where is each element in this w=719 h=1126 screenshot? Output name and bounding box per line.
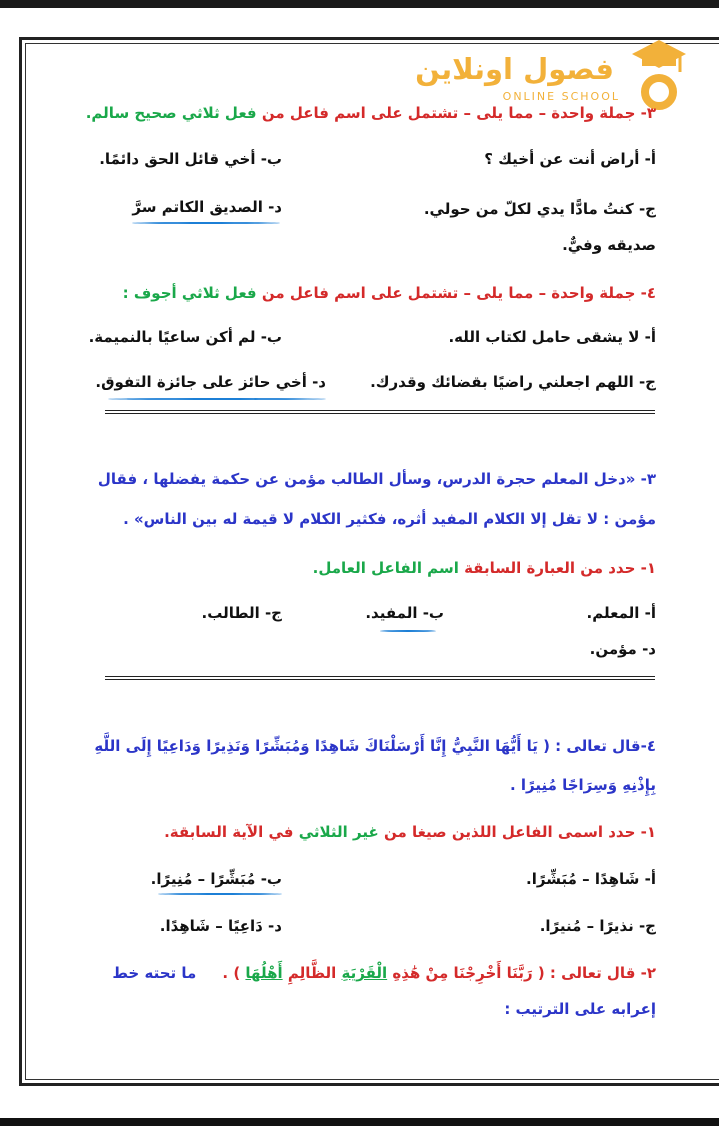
bottom-dark-bar — [0, 1118, 719, 1126]
q4-option-a: أ- لا يشقى حامل لكتاب الله. — [448, 328, 656, 346]
p1-option-a: أ- المعلم. — [586, 604, 656, 622]
q3-heading: ٣- جملة واحدة – مما يلى – تشتمل على اسم فاعل من فعل ثلاثي صحيح سالم. — [85, 104, 656, 122]
v1-option-d: د- دَاعِيًا – شَاهِدًا. — [159, 917, 282, 935]
top-dark-bar — [0, 0, 719, 8]
site-logo — [415, 30, 702, 110]
p1-option-d: د- مؤمن. — [589, 640, 656, 658]
answer-underline — [132, 222, 280, 224]
q3-option-c-continuation: صديقه وفيٌّ. — [562, 236, 656, 254]
v2-prompt: ٢- قال تعالى : ( رَبَّنَا أَخْرِجْنَا مِنْ هَٰذِهِ الْقَرْيَةِ الظَّالِمِ أَهْلُهَا ) . ما تحته خط — [112, 964, 656, 982]
v1-option-b: ب- مُبَشِّرًا – مُنِيرًا. — [150, 870, 282, 888]
graduation-cap-icon — [628, 32, 690, 112]
v1-option-a: أ- شَاهِدًا – مُبَشِّرًا. — [526, 870, 656, 888]
p1-prompt: ١- حدد من العبارة السابقة اسم الفاعل العامل. — [312, 559, 656, 577]
q4-option-b: ب- لم أكن ساعيًا بالنميمة. — [88, 328, 282, 346]
q4-option-d: د- أخي حائز على جائزة التفوق. — [95, 373, 326, 391]
p1-option-b: ب- المفيد. — [365, 604, 444, 622]
section-divider — [105, 410, 655, 414]
q3-option-a: أ- أراض أنت عن أخيك ؟ — [484, 150, 656, 168]
section-divider — [105, 676, 655, 680]
answer-underline — [380, 630, 436, 632]
passage-line-1: ٣- «دخل المعلم حجرة الدرس، وسأل الطالب مؤمن عن حكمة يفضلها ، فقال — [97, 470, 656, 488]
passage-line-2: مؤمن : لا تقل إلا الكلام المفيد أثره، فكثير الكلام لا قيمة له بين الناس» . — [123, 510, 656, 528]
answer-underline — [158, 893, 282, 895]
answer-underline — [108, 398, 326, 400]
verse-line-1: ٤-قال تعالى : ( يَا أَيُّهَا النَّبِيُّ إِنَّا أَرْسَلْنَاكَ شَاهِدًا وَمُبَشِّرًا وَنَذِيرًا وَدَاعِيًا إِلَى اللَّهِ — [94, 737, 656, 755]
q3-option-d: د- الصديق الكاتم سرَّ — [132, 198, 282, 216]
v1-prompt: ١- حدد اسمى الفاعل اللذين صيغا من غير الثلاثي في الآية السابقة. — [164, 823, 656, 841]
logo-arabic-text: فصول اونلاين — [415, 52, 614, 86]
q3-option-b: ب- أخي قائل الحق دائمًا. — [99, 150, 282, 168]
verse-line-2: بِإِذْنِهِ وَسِرَاجًا مُنِيرًا . — [509, 776, 656, 794]
q3-option-c: ج- كنتُ مادًّا يدي لكلّ من حولي. — [423, 200, 656, 218]
q4-heading: ٤- جملة واحدة – مما يلى – تشتمل على اسم فاعل من فعل ثلاثي أجوف : — [122, 284, 656, 302]
p1-option-c: ج- الطالب. — [201, 604, 282, 622]
logo-english-text: ONLINE SCHOOL — [502, 90, 620, 103]
q4-option-c: ج- اللهم اجعلني راضيًا بقضائك وقدرك. — [370, 373, 656, 391]
v2-prompt-line-2: إعرابه على الترتيب : — [504, 1000, 656, 1018]
v1-option-c: ج- نذيرًا – مُنيرًا. — [539, 917, 656, 935]
